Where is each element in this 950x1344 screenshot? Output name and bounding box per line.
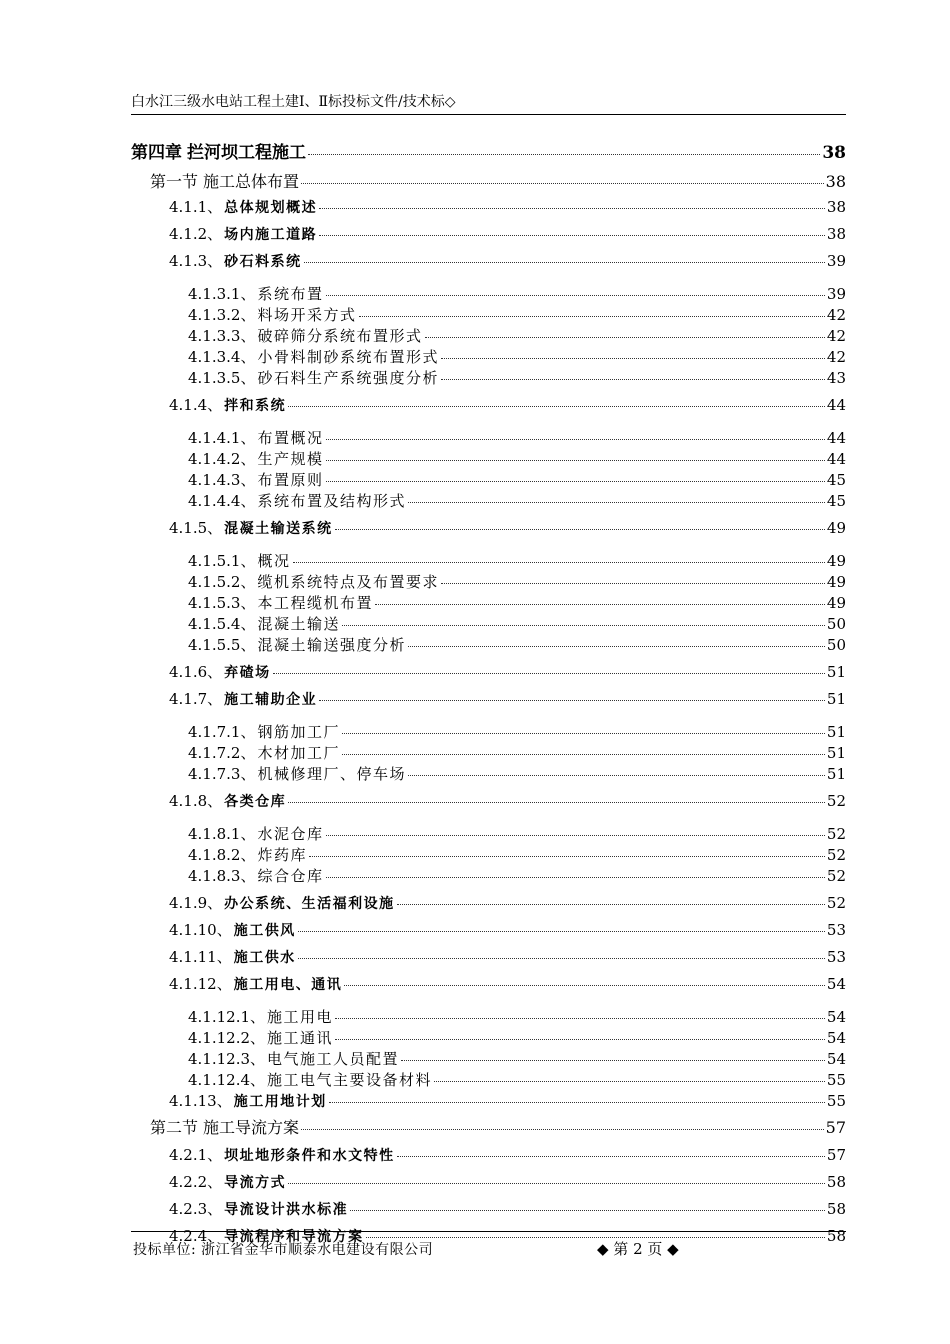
toc-entry-page: 52	[826, 792, 846, 810]
toc-leader-dots	[288, 406, 825, 407]
toc-entry-number: 4.1.3.3、	[188, 327, 256, 345]
header-title: 白水江三级水电站工程土建Ⅰ、Ⅱ标投标文件/技术标◇	[131, 94, 456, 110]
toc-entry-page: 45	[826, 492, 846, 510]
toc-entry-label	[188, 743, 340, 763]
page-header	[131, 92, 846, 115]
toc-entry[interactable]	[131, 974, 846, 995]
toc-entry-page: 55	[826, 1071, 846, 1089]
toc-leader-dots	[319, 235, 825, 236]
toc-entry-title: 办公系统、生活福利设施	[224, 896, 395, 912]
toc-entry-label	[169, 947, 296, 968]
toc-entry-page: 51	[826, 663, 846, 681]
toc-entry-label	[188, 1007, 333, 1027]
toc-entry-label	[188, 551, 291, 571]
toc-entry-page: 49	[826, 594, 846, 612]
toc-entry-label	[169, 224, 317, 245]
toc-entry-label	[169, 395, 286, 416]
toc-leader-dots	[335, 1039, 825, 1040]
toc-entry-label	[188, 1049, 399, 1069]
toc-leader-dots	[342, 754, 825, 755]
toc-entry-page: 54	[826, 1008, 846, 1026]
toc-entry-page: 52	[826, 894, 846, 912]
toc-entry-number: 4.1.4、	[169, 396, 223, 414]
toc-entry-number: 4.1.8、	[169, 792, 223, 810]
toc-leader-dots	[273, 673, 825, 674]
toc-entry-title: 系统布置及结构形式	[257, 492, 406, 510]
toc-entry-number: 4.1.3.2、	[188, 306, 256, 324]
toc-entry-label	[188, 428, 324, 448]
toc-leader-dots	[342, 625, 825, 626]
toc-entry-title: 机械修理厂、停车场	[257, 765, 406, 783]
toc-entry[interactable]	[131, 1118, 846, 1138]
toc-entry-label	[188, 1070, 432, 1090]
toc-entry[interactable]	[131, 251, 846, 272]
toc-entry-number: 4.1.11、	[169, 948, 232, 966]
toc-entry[interactable]	[131, 1049, 846, 1069]
toc-leader-dots	[298, 931, 825, 932]
toc-leader-dots	[441, 379, 825, 380]
toc-entry-label	[169, 1091, 327, 1112]
toc-entry[interactable]	[131, 551, 846, 571]
toc-entry-number: 4.2.2、	[169, 1173, 223, 1191]
toc-entry-number: 4.1.9、	[169, 894, 223, 912]
toc-entry-label	[188, 845, 307, 865]
toc-entry-label	[188, 368, 439, 388]
toc-leader-dots	[359, 316, 825, 317]
toc-entry-title: 系统布置	[257, 285, 324, 303]
toc-leader-dots	[304, 262, 825, 263]
toc-entry-label	[188, 470, 324, 490]
toc-entry-label	[169, 197, 317, 218]
toc-entry-label	[169, 662, 271, 683]
toc-entry-title: 料场开采方式	[257, 306, 357, 324]
toc-entry[interactable]	[131, 572, 846, 592]
toc-entry-label	[188, 347, 439, 367]
toc-entry-title: 砂石料生产系统强度分析	[257, 369, 439, 387]
toc-entry-label	[169, 1145, 395, 1166]
toc-entry-page: 44	[826, 396, 846, 414]
toc-leader-dots	[301, 183, 824, 184]
toc-entry-number: 4.1.12、	[169, 975, 232, 993]
toc-entry-number: 第二节	[150, 1118, 199, 1137]
toc-entry-label	[169, 689, 317, 710]
toc-entry[interactable]	[131, 920, 846, 941]
toc-entry-number: 4.1.10、	[169, 921, 232, 939]
toc-entry-page: 49	[826, 573, 846, 591]
toc-entry-number: 4.1.8.3、	[188, 867, 256, 885]
toc-entry-number: 4.1.3.1、	[188, 285, 256, 303]
toc-leader-dots	[326, 481, 825, 482]
toc-leader-dots	[301, 1129, 824, 1130]
toc-entry[interactable]	[131, 1007, 846, 1027]
toc-entry-number: 4.1.4.1、	[188, 429, 256, 447]
toc-entry-title: 施工供水	[233, 950, 296, 966]
toc-entry-page: 38	[826, 225, 846, 243]
toc-entry-title: 施工导流方案	[203, 1118, 300, 1137]
toc-entry[interactable]	[131, 143, 846, 163]
toc-entry-page: 58	[826, 1200, 846, 1218]
toc-entry[interactable]	[131, 395, 846, 416]
toc-entry-page: 57	[826, 1146, 846, 1164]
toc-entry-title: 施工电气主要设备材料	[267, 1071, 433, 1089]
toc-entry[interactable]	[131, 662, 846, 683]
toc-entry-page: 54	[826, 975, 846, 993]
toc-entry-label	[169, 974, 342, 995]
toc-entry-label	[169, 920, 296, 941]
toc-leader-dots	[441, 583, 825, 584]
toc-entry-title: 各类仓库	[224, 794, 287, 810]
toc-leader-dots	[335, 1018, 825, 1019]
toc-entry-title: 混凝土输送系统	[224, 521, 333, 537]
toc-entry-label	[131, 143, 306, 163]
toc-entry-number: 4.1.5.2、	[188, 573, 256, 591]
toc-entry-title: 总体规划概述	[224, 200, 318, 216]
toc-leader-dots	[366, 1237, 825, 1238]
toc-entry[interactable]	[131, 1199, 846, 1220]
toc-entry-page: 43	[826, 369, 846, 387]
toc-entry[interactable]	[131, 1145, 846, 1166]
toc-entry-title: 缆机系统特点及布置要求	[257, 573, 439, 591]
toc-entry[interactable]	[131, 764, 846, 784]
toc-entry[interactable]	[131, 368, 846, 388]
toc-entry-label	[188, 722, 340, 742]
toc-entry[interactable]	[131, 791, 846, 812]
toc-entry-label	[150, 172, 299, 192]
toc-leader-dots	[408, 646, 825, 647]
toc-entry-title: 木材加工厂	[257, 744, 340, 762]
toc-entry-page: 58	[826, 1227, 846, 1245]
toc-leader-dots	[326, 295, 825, 296]
toc-entry[interactable]	[131, 824, 846, 844]
toc-leader-dots	[326, 835, 825, 836]
toc-entry-label	[188, 491, 406, 511]
toc-leader-dots	[441, 358, 825, 359]
toc-entry-page: 51	[826, 765, 846, 783]
toc-entry-title: 生产规模	[257, 450, 324, 468]
toc-entry-page: 54	[826, 1050, 846, 1068]
toc-entry-number: 4.1.13、	[169, 1092, 232, 1110]
toc-entry[interactable]	[131, 470, 846, 490]
toc-entry[interactable]	[131, 743, 846, 763]
toc-entry-number: 4.1.5.5、	[188, 636, 256, 654]
toc-entry-title: 破碎筛分系统布置形式	[257, 327, 423, 345]
toc-entry-number: 4.1.5.4、	[188, 615, 256, 633]
toc-entry-page: 45	[826, 471, 846, 489]
toc-entry[interactable]	[131, 224, 846, 245]
toc-leader-dots	[350, 1210, 825, 1211]
toc-entry-title: 施工总体布置	[203, 172, 300, 191]
toc-entry[interactable]	[131, 172, 846, 192]
toc-entry-title: 弃碴场	[224, 665, 271, 681]
toc-entry-number: 4.1.5.1、	[188, 552, 256, 570]
toc-leader-dots	[397, 904, 825, 905]
toc-entry-page: 52	[826, 825, 846, 843]
toc-entry[interactable]	[131, 1028, 846, 1048]
toc-entry-page: 57	[825, 1118, 846, 1137]
toc-leader-dots	[326, 877, 825, 878]
toc-entry[interactable]	[131, 1172, 846, 1193]
toc-entry[interactable]	[131, 1070, 846, 1090]
toc-entry-number: 4.1.7、	[169, 690, 223, 708]
toc-entry-page: 44	[826, 450, 846, 468]
toc-entry-title: 砂石料系统	[224, 254, 302, 270]
toc-entry-title: 施工用电	[267, 1008, 334, 1026]
toc-entry[interactable]	[131, 689, 846, 710]
toc-entry[interactable]	[131, 893, 846, 914]
toc-leader-dots	[401, 1060, 825, 1061]
toc-entry[interactable]	[131, 845, 846, 865]
toc-entry-page: 42	[826, 348, 846, 366]
toc-entry-label	[188, 1028, 333, 1048]
toc-entry[interactable]	[131, 866, 846, 886]
toc-entry-label	[188, 326, 423, 346]
toc-entry[interactable]	[131, 197, 846, 218]
toc-entry-title: 导流程序和导流方案	[224, 1229, 364, 1245]
toc-entry-title: 拦河坝工程施工	[187, 143, 306, 163]
toc-entry-page: 42	[826, 306, 846, 324]
toc-leader-dots	[288, 1183, 825, 1184]
toc-entry-page: 39	[826, 252, 846, 270]
toc-entry-title: 施工用电、通讯	[233, 977, 343, 993]
toc-entry-number: 4.1.12.4、	[188, 1071, 266, 1089]
toc-leader-dots	[319, 700, 825, 701]
toc-leader-dots	[293, 562, 825, 563]
footer-company: 投标单位: 浙江省金华市顺泰水电建设有限公司	[133, 1242, 434, 1258]
toc-entry-number: 4.1.4.4、	[188, 492, 256, 510]
toc-entry-number: 4.1.12.1、	[188, 1008, 266, 1026]
toc-entry[interactable]	[131, 518, 846, 539]
toc-entry[interactable]	[131, 491, 846, 511]
toc-entry-number: 4.2.4、	[169, 1227, 223, 1245]
toc-entry-page: 52	[826, 867, 846, 885]
toc-leader-dots	[408, 775, 825, 776]
toc-entry-page: 42	[826, 327, 846, 345]
toc-leader-dots	[434, 1081, 825, 1082]
toc-entry-title: 炸药库	[257, 846, 307, 864]
toc-entry-page: 39	[826, 285, 846, 303]
toc-entry[interactable]	[131, 347, 846, 367]
toc-entry-page: 49	[826, 519, 846, 537]
toc-entry-title: 导流设计洪水标准	[224, 1202, 349, 1218]
toc-entry-page: 52	[826, 846, 846, 864]
toc-entry-number: 4.1.3.5、	[188, 369, 256, 387]
toc-entry[interactable]	[131, 326, 846, 346]
toc-entry-number: 4.1.2、	[169, 225, 223, 243]
toc-entry-number: 4.1.8.2、	[188, 846, 256, 864]
toc-entry-number: 第四章	[131, 143, 182, 163]
toc-entry-title: 小骨料制砂系统布置形式	[257, 348, 439, 366]
toc-entry-page: 38	[825, 172, 846, 191]
toc-entry-title: 布置原则	[257, 471, 324, 489]
toc-entry-title: 概况	[257, 552, 291, 570]
toc-entry-title: 综合仓库	[257, 867, 324, 885]
toc-entry-title: 布置概况	[257, 429, 324, 447]
toc-entry[interactable]	[131, 428, 846, 448]
toc-entry-label	[169, 1199, 348, 1220]
toc-entry-label	[169, 1172, 286, 1193]
toc-leader-dots	[329, 1102, 825, 1103]
toc-entry-number: 4.2.3、	[169, 1200, 223, 1218]
toc-entry-page: 44	[826, 429, 846, 447]
toc-entry-title: 混凝土输送强度分析	[257, 636, 406, 654]
toc-entry-title: 施工通讯	[267, 1029, 334, 1047]
footer-page-number: ◆ 第 2 页 ◆	[597, 1240, 679, 1258]
toc-entry-number: 4.1.3.4、	[188, 348, 256, 366]
toc-leader-dots	[326, 439, 825, 440]
toc-leader-dots	[335, 529, 825, 530]
toc-leader-dots	[344, 985, 825, 986]
toc-entry-number: 4.1.7.3、	[188, 765, 256, 783]
toc-entry-label	[169, 251, 302, 272]
toc-entry-number: 4.1.5.3、	[188, 594, 256, 612]
toc-entry-page: 38	[822, 143, 846, 163]
toc-entry[interactable]	[131, 593, 846, 613]
toc-entry-page: 51	[826, 744, 846, 762]
toc-leader-dots	[326, 460, 825, 461]
toc-leader-dots	[319, 208, 825, 209]
toc-entry-label	[188, 572, 439, 592]
toc-entry-title: 坝址地形条件和水文特性	[224, 1148, 395, 1164]
toc-entry-title: 施工供风	[233, 923, 296, 939]
toc-entry[interactable]	[131, 614, 846, 634]
toc-entry-page: 55	[826, 1092, 846, 1110]
toc-entry[interactable]	[131, 1091, 846, 1112]
toc-entry-label	[169, 518, 333, 539]
toc-entry-title: 混凝土输送	[257, 615, 340, 633]
toc-entry-label	[188, 824, 324, 844]
toc-entry-title: 钢筋加工厂	[257, 723, 340, 741]
toc-entry-number: 4.2.1、	[169, 1146, 223, 1164]
toc-entry[interactable]	[131, 284, 846, 304]
toc-entry-number: 4.1.6、	[169, 663, 223, 681]
toc-entry-label	[188, 866, 324, 886]
toc-entry-page: 54	[826, 1029, 846, 1047]
toc-entry-number: 4.1.8.1、	[188, 825, 256, 843]
toc-entry[interactable]	[131, 947, 846, 968]
toc-entry-title: 拌和系统	[224, 398, 287, 414]
toc-leader-dots	[375, 604, 825, 605]
toc-entry-number: 第一节	[150, 172, 199, 191]
toc-entry-title: 场内施工道路	[224, 227, 318, 243]
toc-leader-dots	[308, 154, 820, 155]
toc-entry[interactable]	[131, 635, 846, 655]
toc-entry-label	[188, 593, 373, 613]
toc-entry-label	[188, 614, 340, 634]
toc-entry-title: 施工辅助企业	[224, 692, 318, 708]
toc-entry-number: 4.1.12.2、	[188, 1029, 266, 1047]
toc-leader-dots	[342, 733, 825, 734]
toc-entry-label	[150, 1118, 299, 1138]
toc-entry-title: 本工程缆机布置	[257, 594, 373, 612]
toc-entry-title: 电气施工人员配置	[267, 1050, 400, 1068]
toc-entry-page: 51	[826, 690, 846, 708]
toc-leader-dots	[425, 337, 825, 338]
toc-entry-title: 施工用地计划	[233, 1094, 327, 1110]
toc-entry-page: 50	[826, 636, 846, 654]
toc-entry-number: 4.1.12.3、	[188, 1050, 266, 1068]
toc-leader-dots	[408, 502, 825, 503]
toc-entry-page: 38	[826, 198, 846, 216]
toc-entry[interactable]	[131, 449, 846, 469]
toc-entry-number: 4.1.4.2、	[188, 450, 256, 468]
toc-entry[interactable]	[131, 722, 846, 742]
toc-entry-label	[188, 635, 406, 655]
toc-entry-page: 51	[826, 723, 846, 741]
toc-entry-label	[169, 791, 286, 812]
toc-entry[interactable]	[131, 305, 846, 325]
toc-entry-number: 4.1.4.3、	[188, 471, 256, 489]
toc-leader-dots	[298, 958, 825, 959]
toc-leader-dots	[309, 856, 825, 857]
toc-entry-page: 58	[826, 1173, 846, 1191]
toc-entry-page: 53	[826, 921, 846, 939]
toc-entry-number: 4.1.3、	[169, 252, 223, 270]
toc-leader-dots	[288, 802, 825, 803]
toc-entry-label	[188, 764, 406, 784]
toc-entry-label	[188, 449, 324, 469]
toc-entry-number: 4.1.7.1、	[188, 723, 256, 741]
toc-entry-page: 50	[826, 615, 846, 633]
toc-entry-number: 4.1.1、	[169, 198, 223, 216]
toc-leader-dots	[397, 1156, 825, 1157]
toc-entry-title: 水泥仓库	[257, 825, 324, 843]
toc-entry-number: 4.1.5、	[169, 519, 223, 537]
toc-entry-label	[188, 305, 357, 325]
toc-entry-label	[188, 284, 324, 304]
toc-entry-title: 导流方式	[224, 1175, 287, 1191]
toc-entry-page: 49	[826, 552, 846, 570]
toc-entry-page: 53	[826, 948, 846, 966]
toc-entry-label	[169, 893, 395, 914]
toc-entry-number: 4.1.7.2、	[188, 744, 256, 762]
